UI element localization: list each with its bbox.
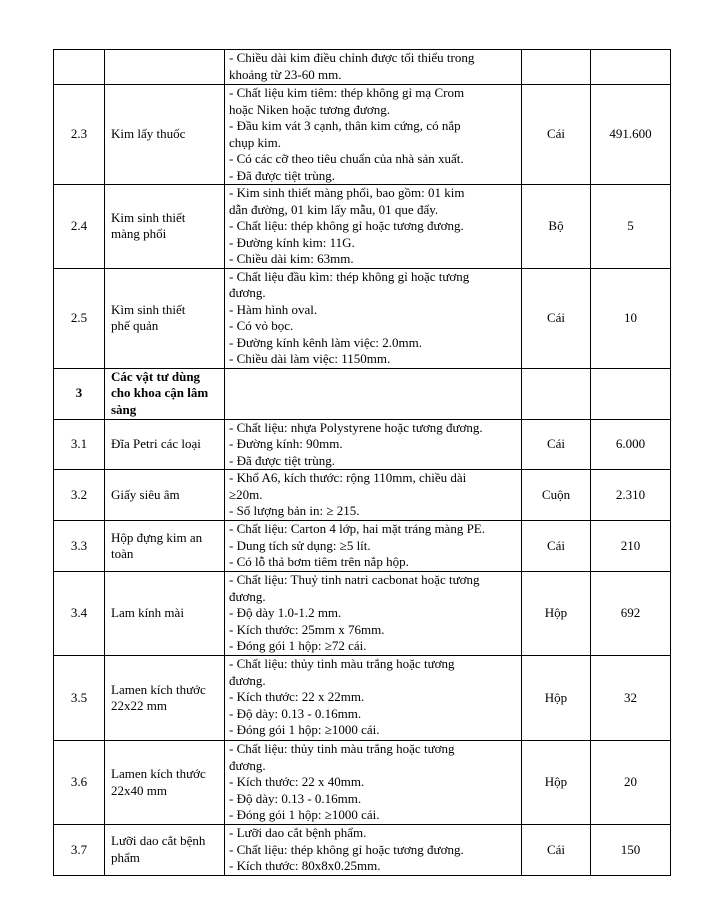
item-name (105, 521, 225, 572)
item-unit: Cái (522, 85, 591, 185)
item-specification (225, 521, 522, 572)
spec-line: - Đóng gói 1 hộp: ≥1000 cái. (229, 807, 380, 822)
row-number: 3.2 (54, 470, 105, 521)
spec-line: - Chiều dài kim điều chỉnh được tối thiểu trong (229, 50, 475, 65)
table-row (54, 572, 671, 656)
table-row (54, 85, 671, 185)
item-unit: Cái (522, 825, 591, 876)
spec-line: - Đã được tiệt trùng. (229, 167, 335, 183)
spec-line: - Có lỗ thả bơm tiêm trên nắp hộp. (229, 554, 409, 569)
supply-spec-table (53, 49, 671, 876)
item-specification (225, 419, 522, 470)
item-specification (225, 825, 522, 876)
item-quantity: 20 (591, 741, 671, 825)
spec-line: - Kim sinh thiết màng phổi, bao gồm: 01 kim (229, 185, 465, 200)
item-specification (225, 185, 522, 269)
item-name (105, 368, 225, 419)
spec-line: - Khổ A6, kích thước: rộng 110mm, chiều dài (229, 470, 467, 485)
item-name-text: Đĩa Petri các loại (111, 436, 201, 451)
spec-line: - Chất liệu: nhựa Polystyrene hoặc tương đương. (229, 419, 483, 435)
item-name (105, 185, 225, 269)
spec-line: - Kích thước: 22 x 22mm. (229, 689, 365, 704)
spec-line: hoặc Niken hoặc tương đương. (229, 101, 391, 117)
spec-line: - Lưỡi dao cắt bệnh phẩm. (229, 825, 367, 840)
section-row (54, 368, 671, 419)
item-unit: Bộ (522, 185, 591, 269)
item-specification (225, 572, 522, 656)
spec-line: - Đóng gói 1 hộp: ≥1000 cái. (229, 722, 380, 737)
row-number: 3.4 (54, 572, 105, 656)
spec-line: - Hàm hình oval. (229, 301, 318, 317)
item-name-text: Hộp đựng kim an toàn (111, 529, 203, 561)
spec-line: - Chất liệu: Carton 4 lớp, hai mặt tráng màng PE. (229, 521, 485, 536)
item-specification (225, 656, 522, 741)
row-number: 2.5 (54, 268, 105, 368)
spec-line: - Chiều dài kim: 63mm. (229, 251, 354, 266)
spec-line: - Chất liệu đầu kìm: thép không gỉ hoặc tương (229, 268, 470, 284)
spec-line: - Chất liệu: thép không gỉ hoặc tương đương. (229, 218, 464, 233)
item-unit: Cái (522, 268, 591, 368)
item-name (105, 470, 225, 521)
spec-line: - Có vỏ bọc. (229, 318, 294, 333)
item-name-text: Kìm sinh thiết phế quản (111, 301, 186, 333)
item-quantity (591, 50, 671, 85)
spec-line: - Chất liệu: thủy tinh màu trắng hoặc tương (229, 656, 455, 671)
item-unit: Hộp (522, 572, 591, 656)
spec-line: chụp kim. (229, 134, 281, 150)
item-name (105, 268, 225, 368)
row-number: 3.6 (54, 741, 105, 825)
item-name-text: Kim lấy thuốc (111, 126, 186, 142)
item-quantity: 6.000 (591, 419, 671, 470)
table-row (54, 656, 671, 741)
item-name (105, 656, 225, 741)
item-quantity: 210 (591, 521, 671, 572)
table-row (54, 185, 671, 269)
item-unit: Hộp (522, 656, 591, 741)
spec-line: - Chất liệu kim tiêm: thép không gỉ mạ Crom (229, 85, 465, 100)
item-unit: Cái (522, 521, 591, 572)
spec-line: - Đã được tiệt trùng. (229, 452, 335, 468)
row-number: 3.3 (54, 521, 105, 572)
item-specification (225, 741, 522, 825)
item-name (105, 419, 225, 470)
item-unit: Cuộn (522, 470, 591, 521)
spec-line: - Độ dày: 0.13 - 0.16mm. (229, 790, 362, 806)
table-row (54, 825, 671, 876)
spec-line: - Có các cỡ theo tiêu chuẩn của nhà sản xuất. (229, 151, 464, 166)
spec-line: - Độ dày 1.0-1.2 mm. (229, 605, 342, 620)
spec-line: ≥20m. (229, 486, 263, 502)
item-name (105, 741, 225, 825)
item-name (105, 85, 225, 185)
table-row (54, 268, 671, 368)
item-unit: Cái (522, 419, 591, 470)
spec-line: - Đường kính kim: 11G. (229, 234, 355, 250)
item-quantity: 10 (591, 268, 671, 368)
item-name (105, 825, 225, 876)
item-name-text: Kim sinh thiết màng phổi (111, 209, 186, 242)
item-name (105, 572, 225, 656)
item-specification (225, 470, 522, 521)
item-unit: Hộp (522, 741, 591, 825)
item-name-text: Lamen kích thước 22x40 mm (111, 766, 206, 798)
item-name-text: Các vật tư dùng cho khoa cận lâm sàng (111, 368, 209, 417)
spec-line: - Chất liệu: thủy tinh màu trắng hoặc tương (229, 741, 455, 756)
spec-line: - Kích thước: 22 x 40mm. (229, 774, 365, 789)
item-name-text: Lamen kích thước 22x22 mm (111, 681, 206, 713)
spec-line: đương. (229, 757, 266, 773)
item-quantity: 491.600 (591, 85, 671, 185)
spec-line: dẫn đường, 01 kim lấy mẫu, 01 que đẩy. (229, 201, 439, 217)
row-number: 2.3 (54, 85, 105, 185)
spec-line: - Đóng gói 1 hộp: ≥72 cái. (229, 638, 367, 653)
row-number (54, 50, 105, 85)
item-specification (225, 85, 522, 185)
table-row (54, 741, 671, 825)
spec-line: - Đường kính: 90mm. (229, 436, 343, 451)
spec-line: đương. (229, 285, 266, 300)
row-number: 3.5 (54, 656, 105, 741)
item-quantity: 5 (591, 185, 671, 269)
item-name-text: Lam kính mài (111, 605, 184, 621)
spec-line: - Đường kính kênh làm việc: 2.0mm. (229, 334, 423, 350)
spec-line: - Chiều dài làm việc: 1150mm. (229, 351, 391, 366)
table-row (54, 50, 671, 85)
row-number: 3.7 (54, 825, 105, 876)
table-row (54, 419, 671, 470)
item-name (105, 50, 225, 85)
spec-line: - Đầu kim vát 3 cạnh, thân kim cứng, có nắp (229, 118, 461, 133)
spec-line: - Số lượng bản in: ≥ 215. (229, 503, 360, 518)
spec-line: đương. (229, 588, 266, 604)
item-quantity: 692 (591, 572, 671, 656)
item-quantity: 150 (591, 825, 671, 876)
row-number: 3 (54, 368, 105, 419)
table-row (54, 470, 671, 521)
spec-line: - Kích thước: 80x8x0.25mm. (229, 858, 381, 873)
item-specification (225, 268, 522, 368)
item-name-text: Lưỡi dao cắt bệnh phẩm (111, 833, 206, 865)
row-number: 3.1 (54, 419, 105, 470)
spec-line: - Chất liệu: thép không gỉ hoặc tương đương. (229, 841, 464, 857)
item-specification (225, 50, 522, 85)
item-name-text: Giấy siêu âm (111, 486, 180, 502)
row-number: 2.4 (54, 185, 105, 269)
item-quantity: 2.310 (591, 470, 671, 521)
spec-line: - Chất liệu: Thuỷ tinh natri cacbonat hoặc tương (229, 572, 480, 587)
item-quantity: 32 (591, 656, 671, 741)
item-unit (522, 368, 591, 419)
table-body (54, 50, 671, 876)
spec-line: đương. (229, 672, 266, 688)
item-quantity (591, 368, 671, 419)
spec-line: khoảng từ 23-60 mm. (229, 66, 342, 82)
spec-line: - Dung tích sử dụng: ≥5 lít. (229, 537, 371, 553)
spec-line: - Kích thước: 25mm x 76mm. (229, 621, 385, 637)
spec-line: - Độ dày: 0.13 - 0.16mm. (229, 705, 362, 721)
item-unit (522, 50, 591, 85)
item-specification (225, 368, 522, 419)
table-row (54, 521, 671, 572)
